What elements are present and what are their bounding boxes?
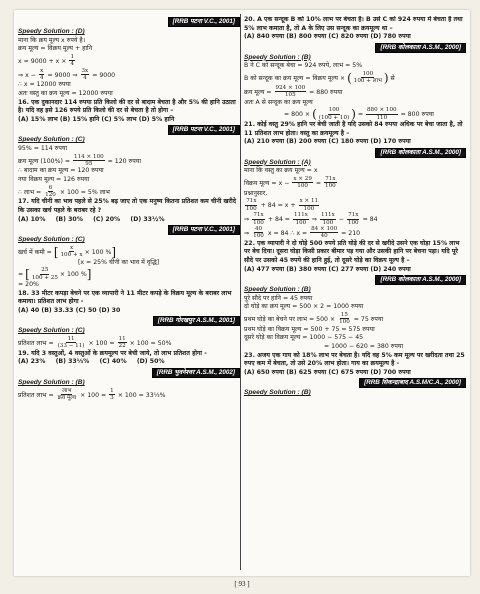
denominator: 4: [83, 75, 87, 81]
equation-text: से: [390, 74, 395, 82]
fraction: [292, 176, 313, 190]
equation-text: = 800 रुपया: [400, 111, 434, 119]
fraction: [109, 388, 115, 402]
fraction: [275, 85, 307, 99]
numerator: x × 11: [299, 198, 319, 205]
fraction: [293, 212, 309, 226]
denominator: 100 + लाभ: [353, 78, 382, 85]
solution-line: दूसरे घोड़े का विक्रय मूल्य = 1000 − 575 − 45: [244, 334, 364, 342]
equation-text: x = 9000 + x ×: [18, 57, 67, 65]
solution-line: माना कि क्रय मूल्य x रुपये है।: [18, 36, 86, 44]
denominator: 120: [45, 191, 56, 198]
numerator: 25: [41, 267, 49, 274]
question-23: 23. अजय एक गाय को 18% लाभ पर बेचता है। यदि वह 5% कम मूल्य पर खरीदता तथा 25 रुपए कम में बेचता, तो उसे 20% लाभ होता। गाय का क्रयमूल्य है -: [244, 351, 465, 368]
fraction: [310, 226, 338, 240]
solution-line: = 20%: [18, 280, 39, 288]
question-options: (A) 840 रुपया (B) 800 रुपया (C) 820 रुपया (D) 780 रुपया: [244, 33, 411, 41]
fraction: [299, 198, 320, 212]
equation-text: −: [338, 216, 344, 224]
solution-line: B ने C को सन्दूक बेचा = 924 रुपये, लाभ = 5%: [244, 62, 363, 70]
denominator: 4: [70, 61, 74, 68]
fraction: [366, 107, 398, 121]
source-tag: [RRB सिकन्द्राबाद A.S.M/C.A., 2000]: [359, 378, 466, 388]
equation-text: =: [357, 111, 364, 119]
denominator: 100 + x: [60, 252, 83, 259]
denominator: 100: [295, 219, 307, 226]
denominator: 110: [376, 114, 388, 121]
equation-text: प्रतिशत लाभ =: [18, 339, 54, 347]
equation-text: × 100 = 50%: [129, 339, 172, 347]
fraction: [252, 226, 265, 240]
numerator: 1: [70, 53, 74, 60]
solution-equation: [18, 245, 240, 259]
fraction: [353, 71, 383, 85]
solution-line: अतः वस्तु का क्रय मूल्य = 12000 रुपया: [18, 90, 113, 97]
equation-text: ∴ लाभ =: [18, 188, 42, 196]
column-divider: [240, 14, 241, 570]
question-options: [18, 358, 240, 367]
option-a: (A) 23%: [18, 358, 46, 366]
numerator: 71x: [246, 198, 257, 205]
equation-text: + 84 = x +: [260, 202, 296, 210]
source-tag: [RRB पटना V.C., 2001]: [168, 125, 240, 135]
equation-text: = 120 रुपया: [107, 157, 141, 165]
numerator: 100: [362, 70, 374, 77]
numerator: 71x: [325, 175, 336, 182]
solution-equation: [18, 54, 240, 68]
equation-text: प्रथम घोड़े का बेचने पर लाभ = 500 ×: [244, 315, 336, 323]
solution-line: अतः A से सन्दूक का क्रय मूल्य: [244, 98, 313, 106]
solution-line: दो घोड़े का क्रय मूल्य = 500 × 2 = 1000 रुपया: [244, 303, 364, 311]
solution-line: प्रश्नानुसार,: [244, 189, 268, 197]
solution-line: प्रथम घोड़े का विक्रय मूल्य = 500 + 75 = 575 रुपया: [244, 325, 375, 333]
option-c: (C) 40%: [99, 358, 127, 366]
equation-text: क्रय मूल्य =: [244, 88, 272, 96]
equation-text: ⇒ x −: [18, 71, 36, 79]
fraction: [320, 212, 336, 226]
solution-equation: [244, 198, 466, 212]
equation-text: × 100 = 33⅓%: [117, 391, 166, 399]
solution-line: ∴ x = 12000 रुपया: [18, 81, 71, 89]
book-page: [14, 10, 470, 588]
fraction: [252, 212, 265, 226]
solution-heading: Speedy Solution : (B): [244, 53, 311, 61]
question-options: (A) 40 (B) 33.33 (C) 50 (D) 30: [18, 306, 121, 314]
solution-line: = 1000 − 620 = 380 रुपया: [324, 342, 404, 350]
question-18: 18. 33 मीटर कपड़ा बेचने पर एक व्यापारी ने 11 मीटर कपड़े के विक्रय मूल्य के बराबर लाभ कमाया। प्रतिशत लाभ होगा -: [18, 289, 232, 306]
denominator: 100: [339, 319, 350, 326]
equation-text: = 75 रुपया: [353, 315, 384, 323]
denominator: 100: [322, 219, 334, 226]
fraction: [318, 107, 350, 121]
solution-equation: [244, 85, 466, 99]
question-16: 16. एक दुकानदार 114 रुपया प्रति किलो की दर से बादाम बेचता है और 5% की हानि उठाता है। यदि वह इसे 126 रुपये प्रति किलो की दर से बेचता है तो होगा –: [18, 98, 236, 115]
solution-heading: Speedy Solution : (B): [244, 389, 311, 397]
equation-text: ⇒: [244, 216, 250, 224]
question-17: 17. यदि चीनी का भाव पहले से 25% बढ़ जाए तो एक मनुष्य कितना प्रतिशत कम चीनी खरीदे कि उसका खर्च पहले के बराबर रहे ?: [18, 198, 237, 214]
equation-text: + 84 =: [267, 216, 290, 224]
source-tag: [RRB पटना V.C., 2001]: [168, 17, 240, 27]
equation-text: = 210: [341, 229, 361, 237]
equation-text: खर्च में कमी =: [18, 248, 52, 256]
fraction: [60, 245, 84, 259]
equation-text: × 100 = 5% लाभ: [59, 188, 110, 196]
question-options: [18, 216, 240, 225]
fraction: [324, 176, 337, 190]
numerator: 15: [340, 311, 348, 318]
denominator: (100 + 10): [318, 114, 350, 121]
equation-text: = 9000 ⇒: [47, 71, 78, 79]
fraction: [245, 198, 258, 212]
solution-heading: Speedy Solution : (C): [18, 236, 85, 244]
source-tag: [RRB भुवनेश्वर A.S.M., 2002]: [152, 368, 240, 378]
equation-text: = 800 ×: [284, 111, 311, 119]
numerator: 11: [67, 335, 75, 342]
numerator: 11: [118, 335, 126, 342]
question-22: 22. एक व्यापारी ने दो घोड़े 500 रुपये प्रति घोड़े की दर से खरीदे उसने एक घोड़ा 15% लाभ पर बेच दिया। दूसरा घोड़ा किसी प्रकार बीमार पड़ गया और उसकी हानि पर बेचना पड़ा। यदि पूरे सौदे पर उसको 45 रुपये की हानि हुई, तो दूसरे घोड़े का विक्रय मूल्य है –: [244, 239, 460, 264]
bracket: [: [25, 267, 30, 282]
numerator: 111x: [320, 212, 335, 219]
solution-equation: [18, 336, 240, 350]
denominator: 100: [297, 183, 308, 190]
denominator: 100: [253, 233, 264, 240]
fraction: [73, 154, 105, 168]
numerator: 84 × 100: [311, 226, 338, 232]
equation-text: क्रय मूल्य (100%) =: [18, 157, 71, 165]
solution-equation: [244, 71, 466, 85]
numerator: 71x: [348, 212, 359, 219]
numerator: 100: [328, 107, 340, 114]
option-b: (B) 30%: [55, 215, 83, 223]
equation-text: = 84: [362, 216, 378, 224]
numerator: 3x: [81, 67, 89, 74]
option-d: (D) 50%: [136, 358, 165, 366]
bracket: ): [383, 70, 389, 85]
solution-line: 95% = 114 रुपया: [18, 144, 68, 152]
bracket: (: [347, 70, 352, 85]
source-tag: [RRB कोलकाता A.S.M., 2000]: [375, 275, 466, 285]
numerator: 111x: [293, 212, 308, 219]
question-options: (A) 15% लाभ (B) 15% हानि (C) 5% लाभ (D) 5% हानि: [18, 115, 175, 123]
solution-equation: [244, 176, 466, 190]
denominator: क्रय मूल्य: [57, 394, 77, 401]
solution-equation: [18, 185, 240, 199]
question-options: (A) 477 रुपया (B) 380 रुपया (C) 277 रुपया (D) 240 रुपया: [244, 265, 411, 273]
numerator: 880 × 100: [367, 107, 397, 114]
denominator: (33 − 11): [57, 343, 85, 350]
solution-equation: [18, 154, 240, 168]
option-c: (C) 20%: [93, 215, 121, 223]
right-column: [244, 16, 466, 568]
solution-equation: [244, 107, 466, 121]
denominator: 3: [110, 394, 114, 401]
equation-text: प्रतिशत लाभ =: [18, 391, 54, 399]
question-options: (A) 210 रुपया (B) 200 रुपया (C) 180 रुपया (D) 170 रुपया: [244, 138, 411, 146]
fraction: [338, 312, 351, 326]
equation-text: × 100 =: [80, 391, 107, 399]
fraction: [347, 212, 360, 226]
solution-equation: [244, 212, 466, 226]
solution-heading: Speedy Solution : (A): [244, 158, 311, 166]
source-tag: [RRB कोलकाता A.S.M., 2000]: [375, 148, 466, 158]
equation-text: × 100 %: [84, 248, 112, 256]
solution-heading: Speedy Solution : (C): [18, 136, 85, 144]
left-column: [18, 16, 240, 568]
bracket: ]: [111, 244, 117, 259]
denominator: 100: [253, 219, 264, 226]
denominator: 100 + 25: [31, 274, 58, 281]
question-options: (A) 650 रुपया (B) 625 रुपया (C) 675 रुपया (D) 700 रुपया: [244, 368, 411, 376]
solution-equation: [244, 312, 466, 326]
equation-text: x = 84 ∴ x =: [267, 229, 308, 237]
solution-heading: Speedy Solution : (C): [18, 327, 85, 335]
equation-text: × 100 %: [59, 271, 87, 279]
solution-line: माना कि वस्तु का क्रय मूल्य = x: [244, 167, 318, 175]
solution-equation: [244, 226, 466, 240]
solution-heading: Speedy Solution : (D): [18, 28, 85, 35]
numerator: लाभ: [62, 387, 72, 394]
numerator: 40: [254, 226, 263, 232]
fraction: [57, 336, 86, 350]
fraction: [118, 336, 127, 350]
numerator: 924 × 100: [275, 84, 306, 91]
bracket: ): [351, 107, 356, 122]
fraction: [39, 68, 45, 82]
option-a: (A) 10%: [18, 215, 46, 223]
source-tag: [RRB गोरखपुर A.S.M., 2001]: [153, 316, 240, 326]
bracket: ]: [86, 267, 92, 282]
numerator: x: [69, 244, 74, 251]
equation-text: ⇒: [311, 216, 317, 224]
solution-equation: [18, 388, 240, 402]
solution-note: [x = 25% चीनी का भाव में वृद्धि]: [78, 258, 160, 266]
solution-heading: Speedy Solution : (B): [18, 378, 85, 386]
equation-text: = 880 रुपया: [309, 88, 343, 96]
denominator: 100: [347, 219, 359, 226]
solution-equation: [18, 267, 240, 281]
denominator: 40: [320, 233, 328, 240]
numerator: 114 × 100: [74, 153, 104, 160]
equation-text: ⇒: [244, 229, 250, 237]
denominator: 22: [118, 343, 126, 350]
option-b: (B) 33⅓%: [55, 358, 90, 366]
solution-line: ∴ बादाम का क्रय मूल्य = 120 रुपया: [18, 167, 104, 175]
numerator: 1: [110, 387, 114, 394]
question-21: 21. कोई वस्तु 29% हानि पर बेची जाती है यदि उसको 84 रुपया अधिक पर बेचा जाता है, तो 11 प्रतिशत लाभ होता। वस्तु का क्रयमूल्य है –: [244, 121, 463, 137]
fraction: [31, 267, 59, 281]
denominator: 105: [285, 92, 296, 99]
denominator: 95: [85, 160, 93, 167]
equation-text: = 9000: [92, 71, 116, 79]
denominator: 4: [39, 75, 44, 81]
fraction: [69, 54, 75, 68]
numerator: 71x: [253, 212, 264, 219]
numerator: x × 29: [293, 175, 312, 182]
fraction: [57, 388, 77, 402]
bracket: [: [53, 244, 59, 259]
solution-heading: Speedy Solution : (B): [244, 286, 311, 294]
equation-text: × 100 =: [88, 339, 115, 347]
solution-line: पूरे सौदे पर हानि = 45 रुपया: [244, 294, 313, 302]
bracket: (: [312, 107, 317, 122]
fraction: [44, 185, 57, 199]
question-20: 20. A एक सन्दूक B को 10% लाभ पर बेचता है। B उसे C को 924 रुपया में बेचता है तथा 5% लाभ कमाता है, तो A के लिए उस सन्दूक का क्रयमूल्य था –: [244, 16, 463, 32]
equation-text: =: [18, 271, 24, 279]
solution-equation: [18, 68, 240, 82]
page-number: [ 93 ]: [234, 580, 250, 588]
solution-line: क्रय मूल्य = विक्रय मूल्य + हानि: [18, 45, 93, 53]
fraction: [81, 68, 90, 82]
equation-text: विक्रय मूल्य = x −: [244, 179, 290, 187]
numerator: 6: [48, 184, 53, 191]
denominator: 100: [246, 205, 257, 212]
numerator: x: [40, 67, 44, 74]
denominator: 100: [303, 205, 315, 212]
solution-line: नया विक्रय मूल्य = 126 रुपया: [18, 175, 90, 183]
question-19: 19. यदि 3 वस्तुओं, 4 वस्तुओं के क्रयमूल्य पर बेची जाये, तो लाभ प्रतिशत होगा -: [18, 349, 207, 357]
equation-text: =: [315, 179, 322, 187]
denominator: 100: [325, 183, 336, 190]
equation-text: B को सन्दूक का क्रय मूल्य = विक्रय मूल्य ×: [244, 74, 346, 82]
option-d: (D) 33½%: [130, 215, 165, 223]
source-tag: [RRB कोलकाता A.S.M., 2000]: [375, 43, 466, 53]
source-tag: [RRB पटना V.C., 2001]: [168, 225, 240, 235]
